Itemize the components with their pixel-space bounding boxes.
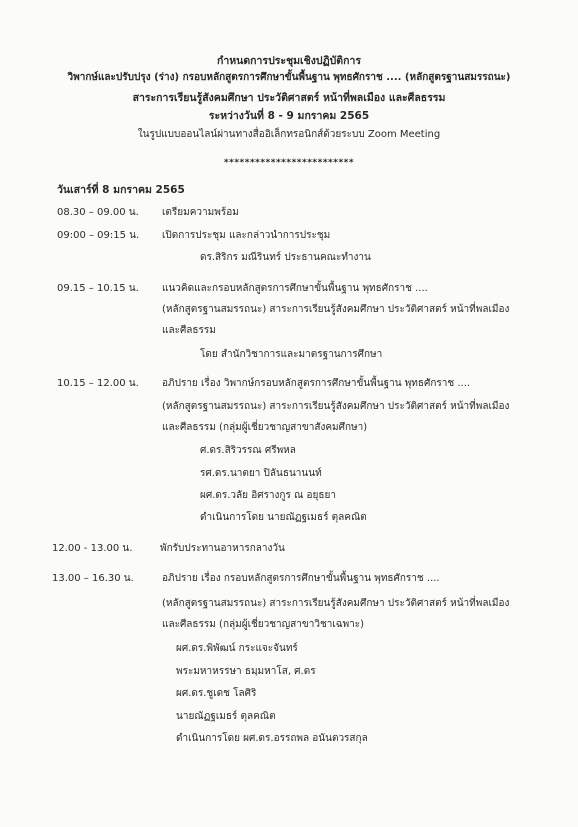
day-title: วันเสาร์ที่ 8 มกราคม 2565 <box>57 184 185 196</box>
header-subject: สาระการเรียนรู้สังคมศึกษา ประวัติศาสตร์ หน้าที่พลเมือง และศีลธรรม <box>132 92 446 104</box>
schedule-time: 08.30 – 09.00 น. <box>57 207 139 218</box>
schedule-activity: อภิปราย เรื่อง วิพากษ์กรอบหลักสูตรการศึกษาขั้นพื้นฐาน พุทธศักราช .... <box>162 378 471 389</box>
schedule-activity-cont: และศีลธรรม <box>162 325 216 336</box>
schedule-activity: เปิดการประชุม และกล่าวนำการประชุม <box>162 230 331 241</box>
schedule-activity-cont: (หลักสูตรฐานสมรรถนะ) สาระการเรียนรู้สังคมศึกษา ประวัติศาสตร์ หน้าที่พลเมือง <box>162 598 510 609</box>
schedule-time: 12.00 - 13.00 น. <box>52 543 133 554</box>
header-format: ในรูปแบบออนไลน์ผ่านทางสื่ออิเล็กทรอนิกส์ด้วยระบบ Zoom Meeting <box>137 129 441 140</box>
schedule-activity: แนวคิดและกรอบหลักสูตรการศึกษาขั้นพื้นฐาน พุทธศักราช .... <box>162 283 428 294</box>
panelist: ผศ.ดร.ชูเดช โลศิริ <box>176 688 257 699</box>
schedule-time: 13.00 – 16.30 น. <box>52 573 134 584</box>
schedule-activity-cont: (หลักสูตรฐานสมรรถนะ) สาระการเรียนรู้สังคมศึกษา ประวัติศาสตร์ หน้าที่พลเมือง <box>162 304 510 315</box>
schedule-by: โดย สำนักวิชาการและมาตรฐานการศึกษา <box>200 349 383 360</box>
schedule-activity: พักรับประทานอาหารกลางวัน <box>160 543 285 554</box>
header-title: กำหนดการประชุมเชิงปฏิบัติการ <box>217 55 361 67</box>
panelist: ผศ.ดร.พิพัฒน์ กระแจะจันทร์ <box>176 643 298 654</box>
schedule-time: 09.15 – 10.15 น. <box>57 283 139 294</box>
schedule-activity-cont: และศีลธรรม (กลุ่มผู้เชี่ยวชาญสาขาสังคมศึกษา) <box>162 422 368 433</box>
divider: ************************* <box>223 158 355 168</box>
panelist: ศ.ดร.สิริวรรณ ศรีพหล <box>200 445 296 456</box>
schedule-activity-cont: (หลักสูตรฐานสมรรถนะ) สาระการเรียนรู้สังคมศึกษา ประวัติศาสตร์ หน้าที่พลเมือง <box>162 401 510 412</box>
schedule-time: 10.15 – 12.00 น. <box>57 378 139 389</box>
schedule-activity: อภิปราย เรื่อง กรอบหลักสูตรการศึกษาขั้นพื้นฐาน พุทธศักราช .... <box>162 573 440 584</box>
schedule-time: 09:00 – 09:15 น. <box>57 230 140 241</box>
panelist: พระมหาหรรษา ธมฺมหาโส, ศ.ดร <box>176 666 316 677</box>
panelist: ผศ.ดร.วลัย อิศรางกูร ณ อยุธยา <box>200 490 336 501</box>
schedule-speaker: ดร.สิริกร มณีรินทร์ ประธานคณะทำงาน <box>200 252 371 263</box>
schedule-activity-cont: และศีลธรรม (กลุ่มผู้เชี่ยวชาญสาขาวิชาเฉพาะ) <box>162 619 365 630</box>
schedule-activity: เตรียมความพร้อม <box>162 207 239 218</box>
header-subtitle: วิพากษ์และปรับปรุง (ร่าง) กรอบหลักสูตรการศึกษาขั้นพื้นฐาน พุทธศักราช .... (หลักสูตรฐานสมรรถนะ) <box>67 72 511 83</box>
header-date: ระหว่างวันที่ 8 - 9 มกราคม 2565 <box>208 110 370 122</box>
moderator: ดำเนินการโดย ผศ.ดร.อรรถพล อนันตวรสกุล <box>176 733 368 744</box>
moderator: ดำเนินการโดย นายณัฏฐเมธร์ ตุลคณิต <box>200 512 367 523</box>
panelist: รศ.ดร.นาตยา ปิลันธนานนท์ <box>200 468 322 479</box>
panelist: นายณัฏฐเมธร์ ตุลคณิต <box>176 711 276 722</box>
